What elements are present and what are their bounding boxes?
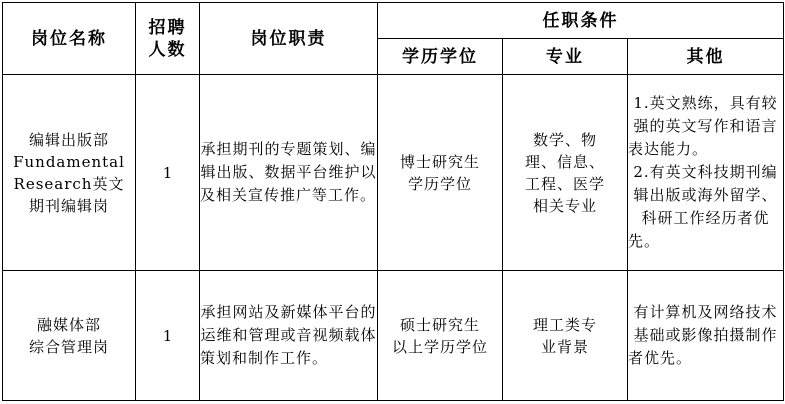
education-line: 博士研究生 xyxy=(399,152,480,171)
header-education: 学历学位 xyxy=(378,39,503,75)
other-item: 2.有英文科技期刊编辑出版或海外留学、科研工作经历者优先。 xyxy=(628,163,778,250)
education-line: 硕士研究生 xyxy=(399,315,480,334)
duties-cell: 承担网站及新媒体平台的运维和管理或音视频载体策划和制作工作。 xyxy=(200,271,378,401)
table-row xyxy=(3,271,784,401)
major-cell xyxy=(503,271,628,401)
education-cell xyxy=(378,75,503,271)
headcount-cell: 1 xyxy=(136,271,200,401)
header-duties: 岗位职责 xyxy=(200,3,378,75)
position-line: 编辑出版部 xyxy=(28,130,109,149)
major-line: 工程、医学 xyxy=(524,174,605,193)
header-headcount xyxy=(136,3,200,75)
header-major: 专业 xyxy=(503,39,628,75)
major-cell xyxy=(503,75,628,271)
header-position-name: 岗位名称 xyxy=(3,3,136,75)
table-row xyxy=(3,75,784,271)
major-line: 业背景 xyxy=(540,337,589,356)
position-line: Fundamental xyxy=(13,152,125,171)
other-item: 1.英文熟练，具有较强的英文写作和语言表达能力。 xyxy=(628,94,778,158)
duties-cell: 承担期刊的专题策划、编辑出版、数据平台维护以及相关宣传推广等工作。 xyxy=(200,75,378,271)
position-line: 融媒体部 xyxy=(36,315,101,334)
major-line: 数学、物 xyxy=(532,130,597,149)
other-cell xyxy=(628,271,784,401)
major-line: 相关专业 xyxy=(532,196,597,215)
education-line: 以上学历学位 xyxy=(391,337,488,356)
headcount-cell: 1 xyxy=(136,75,200,271)
major-line: 理、信息、 xyxy=(524,152,605,171)
education-line: 学历学位 xyxy=(407,174,472,193)
recruitment-table xyxy=(2,2,784,401)
position-line: 综合管理岗 xyxy=(28,337,109,356)
header-headcount-line: 人数 xyxy=(148,39,187,60)
position-cell xyxy=(3,75,136,271)
position-line: 期刊编辑岗 xyxy=(28,196,109,215)
major-line: 理工类专 xyxy=(532,315,597,334)
header-other: 其他 xyxy=(628,39,784,75)
header-requirements: 任职条件 xyxy=(378,3,784,39)
education-cell xyxy=(378,271,503,401)
position-line: Research英文 xyxy=(13,174,125,193)
other-item: 有计算机及网络技术基础或影像拍摄制作者优先。 xyxy=(628,303,778,367)
header-headcount-line: 招聘 xyxy=(148,17,187,38)
other-cell xyxy=(628,75,784,271)
position-cell xyxy=(3,271,136,401)
